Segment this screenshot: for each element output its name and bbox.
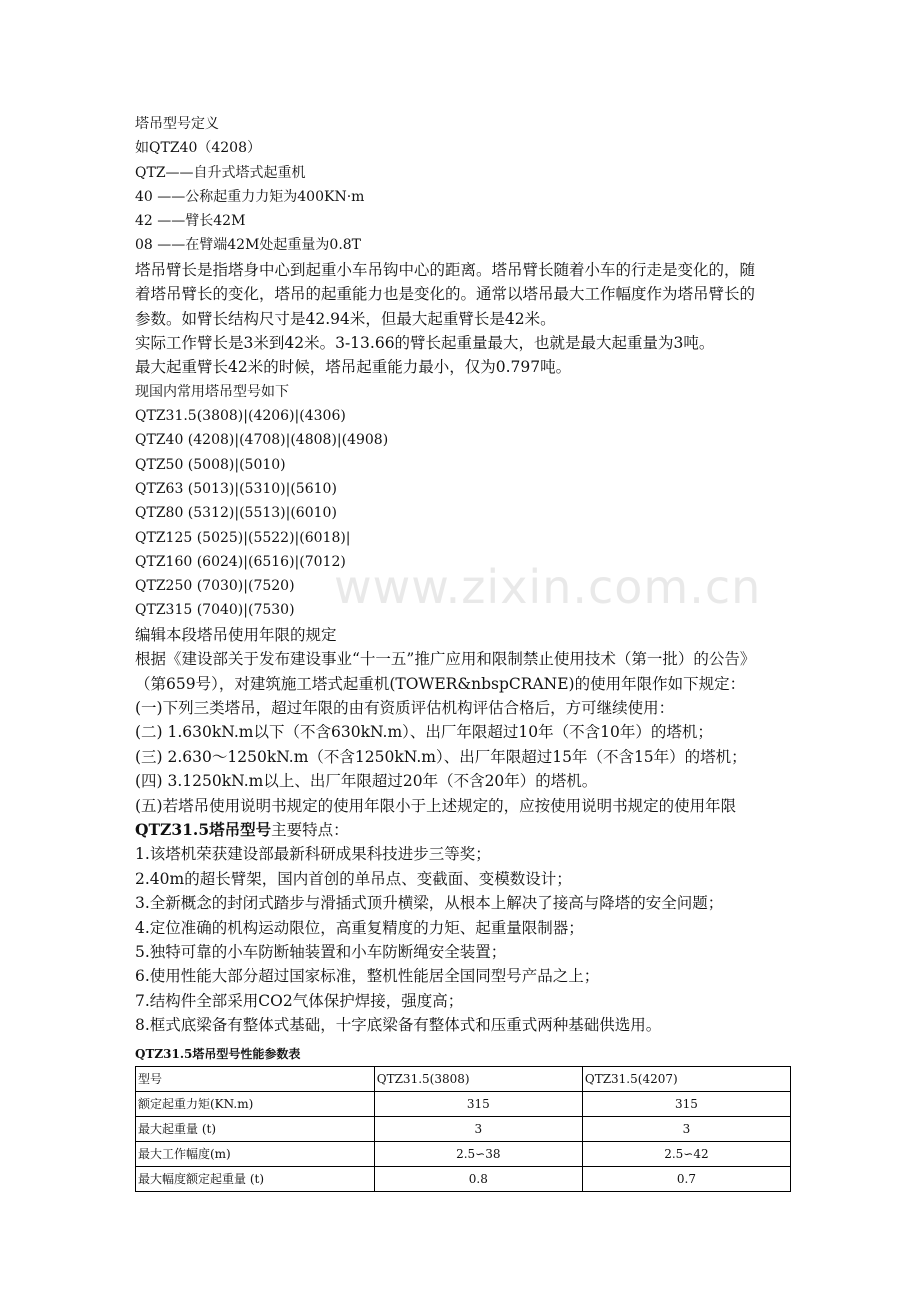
table-row (136, 1166, 791, 1191)
regulation-item: (二) 1.630kN.m以下（不含630kN.m）、出厂年限超过10年（不含10年）的塔机； (135, 723, 713, 742)
model-row: QTZ63 (5013)|(5310)|(5610) (135, 481, 337, 497)
arm-paragraph-line: 参数。如臂长结构尺寸是42.94米，但最大起重臂长是42米。 (135, 309, 556, 328)
table-header-row (136, 1066, 791, 1091)
regulation-title: 编辑本段塔吊使用年限的规定 (135, 625, 337, 644)
model-row: QTZ50 (5008)|(5010) (135, 456, 286, 473)
table-row (136, 1091, 791, 1116)
table-row (136, 1141, 791, 1166)
definition-example: 如QTZ40（4208） (135, 140, 261, 157)
feature-item: 1.该塔机荣获建设部最新科研成果科技进步三等奖； (135, 845, 491, 864)
features-title-rest: 主要特点： (271, 821, 349, 840)
model-row: QTZ80 (5312)|(5513)|(6010) (135, 505, 337, 522)
table-cell: 2.5∽42 (582, 1141, 790, 1166)
regulation-item: (三) 2.630～1250kN.m（不含1250kN.m）、出厂年限超过15年（不含15年）的塔机； (135, 747, 747, 766)
regulation-intro: 根据《建设部关于发布建设事业“十一五”推广应用和限制禁止使用技术（第一批）的公告》 (135, 650, 756, 669)
table-cell: 3 (582, 1116, 790, 1141)
feature-item: 5.独特可靠的小车防断轴装置和小车防断绳安全装置； (135, 943, 507, 962)
models-title: 现国内常用塔吊型号如下 (135, 383, 289, 400)
arm-paragraph-line: 塔吊臂长是指塔身中心到起重小车吊钩中心的距离。塔吊臂长随着小车的行走是变化的，随 (135, 260, 756, 279)
watermark: www.zixin.com.cn (334, 560, 762, 614)
definition-line: 42 ——臂长42M (135, 213, 246, 230)
model-row: QTZ250 (7030)|(7520) (135, 578, 295, 595)
table-header-cell: 型号 (136, 1066, 375, 1091)
regulation-item: (五)若塔吊使用说明书规定的使用年限小于上述规定的，应按使用说明书规定的使用年限 (135, 796, 737, 815)
model-row: QTZ315 (7040)|(7530) (135, 602, 295, 619)
feature-item: 4.定位准确的机构运动限位，高重复精度的力矩、起重量限制器； (135, 918, 584, 937)
spec-table (135, 1066, 791, 1192)
arm-paragraph-line: 着塔吊臂长的变化，塔吊的起重能力也是变化的。通常以塔吊最大工作幅度作为塔吊臂长的 (135, 285, 756, 304)
feature-item: 2.40m的超长臂架，国内首创的单吊点、变截面、变模数设计； (135, 869, 572, 888)
document-body (135, 112, 795, 1192)
model-row: QTZ31.5(3808)|(4206)|(4306) (135, 408, 346, 425)
table-cell: 2.5∽38 (374, 1141, 582, 1166)
table-title: QTZ31.5塔吊型号性能参数表 (135, 1046, 301, 1061)
model-row: QTZ40 (4208)|(4708)|(4808)|(4908) (135, 432, 389, 449)
table-header-cell: QTZ31.5(3808) (374, 1066, 582, 1091)
arm-paragraph-line: 最大起重臂长42米的时候，塔吊起重能力最小，仅为0.797吨。 (135, 358, 572, 377)
table-row (136, 1116, 791, 1141)
feature-item: 7.结构件全部采用CO2气体保护焊接，强度高； (135, 991, 464, 1010)
table-cell: 最大起重量 (t) (136, 1116, 375, 1141)
table-cell: 最大幅度额定起重量 (t) (136, 1166, 375, 1191)
definition-line: 08 ——在臂端42M处起重量为0.8T (135, 237, 362, 254)
regulation-item: (四) 3.1250kN.m以上、出厂年限超过20年（不含20年）的塔机。 (135, 772, 598, 791)
regulation-intro: （第659号），对建筑施工塔式起重机(TOWER&nbspCRANE)的使用年限作如下规定： (135, 674, 746, 693)
table-cell: 3 (374, 1116, 582, 1141)
features-title (135, 818, 795, 842)
table-cell: 0.8 (374, 1166, 582, 1191)
arm-paragraph-line: 实际工作臂长是3米到42米。3-13.66的臂长起重量最大，也就是最大起重量为3吨。 (135, 334, 715, 352)
model-row: QTZ160 (6024)|(6516)|(7012) (135, 553, 346, 570)
model-row: QTZ125 (5025)|(5522)|(6018)| (135, 529, 351, 546)
feature-item: 8.框式底梁备有整体式基础，十字底梁备有整体式和压重式两种基础供选用。 (135, 1016, 662, 1035)
table-cell: 0.7 (582, 1166, 790, 1191)
table-cell: 315 (582, 1091, 790, 1116)
table-header-cell: QTZ31.5(4207) (582, 1066, 790, 1091)
table-cell: 最大工作幅度(m) (136, 1141, 375, 1166)
table-cell: 315 (374, 1091, 582, 1116)
definition-line: QTZ——自升式塔式起重机 (135, 164, 306, 181)
definition-line: 40 ——公称起重力力矩为400KN·m (135, 188, 365, 205)
regulation-item: (一)下列三类塔吊，超过年限的由有资质评估机构评估合格后，方可继续使用： (135, 699, 675, 717)
feature-item: 3.全新概念的封闭式踏步与滑插式顶升横梁，从根本上解决了接高与降塔的安全问题； (135, 894, 724, 913)
features-title-bold: QTZ31.5塔吊型号 (135, 820, 272, 840)
table-cell: 额定起重力矩(KN.m) (136, 1091, 375, 1116)
definition-title: 塔吊型号定义 (135, 116, 219, 132)
feature-item: 6.使用性能大部分超过国家标准，整机性能居全国同型号产品之上； (135, 967, 600, 986)
